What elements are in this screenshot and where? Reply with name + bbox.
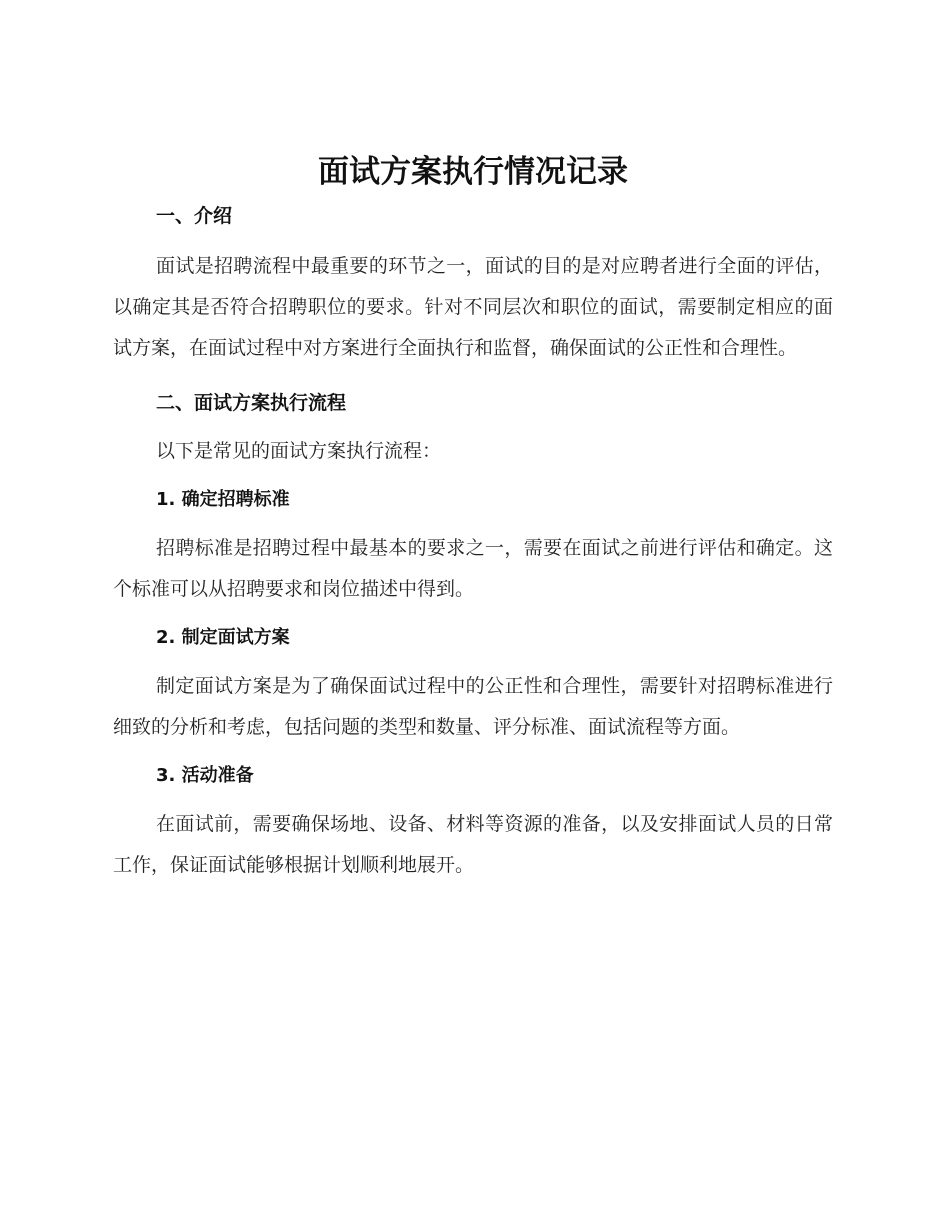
intro-paragraph: 面试是招聘流程中最重要的环节之一，面试的目的是对应聘者进行全面的评估，以确定其是否符合招聘职位的要求。针对不同层次和职位的面试，需要制定相应的面试方案，在面试过程中对方案进行全面执行和监督，确保面试的公正性和合理性。 — [113, 255, 833, 359]
process-intro-paragraph: 以下是常见的面试方案执行流程： — [156, 440, 442, 462]
step-heading-1: 1. 确定招聘标准 — [156, 489, 290, 510]
step-text-1: 招聘标准是招聘过程中最基本的要求之一，需要在面试之前进行评估和确定。这个标准可以从招聘要求和岗位描述中得到。 — [113, 537, 833, 600]
section-heading-intro: 一、介绍 — [156, 205, 233, 227]
document-page — [113, 150, 833, 886]
document-title: 面试方案执行情况记录 — [318, 154, 628, 190]
step-heading-3: 3. 活动准备 — [156, 765, 254, 786]
step-heading-2: 2. 制定面试方案 — [156, 627, 290, 648]
step-text-2: 制定面试方案是为了确保面试过程中的公正性和合理性，需要针对招聘标准进行细致的分析和考虑，包括问题的类型和数量、评分标准、面试流程等方面。 — [113, 675, 833, 738]
step-text-3: 在面试前，需要确保场地、设备、材料等资源的准备，以及安排面试人员的日常工作，保证面试能够根据计划顺利地展开。 — [113, 813, 833, 876]
section-heading-process: 二、面试方案执行流程 — [156, 392, 347, 414]
